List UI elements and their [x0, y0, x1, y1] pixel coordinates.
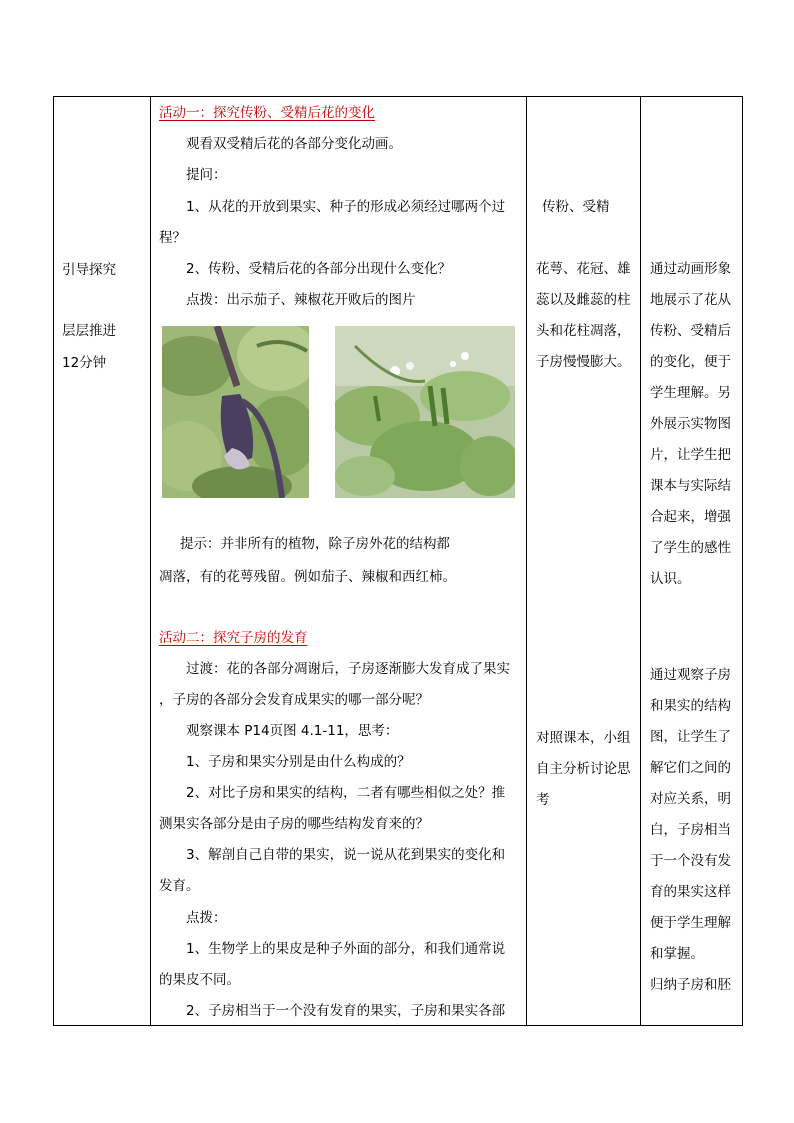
design-intent-line: 课本与实际结 — [650, 478, 731, 494]
pepper-flower-photo — [335, 326, 515, 498]
design-intent-line: 和果实的结构 — [650, 698, 731, 714]
activity-2-text: 的果皮不同。 — [159, 972, 240, 988]
activity-1-text: 提问： — [186, 167, 227, 183]
design-intent-line: 归纳子房和胚 — [650, 977, 731, 993]
activity-2-text: 2、对比子房和果实的结构，二者有哪些相似之处？推 — [186, 785, 506, 801]
design-intent-line: 外展示实物图 — [650, 416, 731, 432]
activity-2-text: 发育。 — [159, 878, 200, 894]
design-intent-line: 白，子房相当 — [650, 822, 731, 838]
design-intent-line: 合起来，增强 — [650, 509, 731, 525]
activity-2-text: 观察课本 P14页图 4.1-11，思考： — [186, 723, 399, 739]
column-divider-3 — [640, 97, 641, 1025]
design-intent-line: 对应关系，明 — [650, 791, 731, 807]
activity-2-text: 2、子房相当于一个没有发育的果实，子房和果实各部 — [186, 1003, 506, 1019]
activity-2-text: 测果实各部分是由子房的哪些结构发育来的？ — [159, 816, 429, 832]
lesson-table — [53, 96, 743, 1026]
design-intent-line: 的变化，便于 — [650, 354, 731, 370]
activity-2-title: 活动二：探究子房的发育 — [159, 630, 308, 646]
design-intent-line: 通过观察子房 — [650, 667, 731, 683]
design-intent-line: 和掌握。 — [650, 946, 704, 962]
stage-duration: 12分钟 — [62, 355, 107, 371]
design-intent-line: 于一个没有发 — [650, 853, 731, 869]
design-intent-line: 便于学生理解 — [650, 915, 731, 931]
activity-2-text: 3、解剖自己自带的果实，说一说从花到果实的变化和 — [186, 847, 506, 863]
design-intent-line: 通过动画形象 — [650, 261, 731, 277]
student-activity-2: 蕊以及雌蕊的柱 — [536, 292, 631, 308]
student-activity-2: 头和花柱凋落， — [536, 323, 631, 339]
design-intent-line: 认识。 — [650, 571, 691, 587]
design-intent-line: 传粉、受精后 — [650, 323, 731, 339]
design-intent-line: 地展示了花从 — [650, 292, 731, 308]
student-activity-2: 花萼、花冠、雄 — [536, 261, 631, 277]
activity-1-hint: 提示：并非所有的植物，除子房外花的结构都 — [180, 536, 450, 552]
activity-1-text: 程？ — [159, 230, 186, 246]
design-intent-line: 图，让学生了 — [650, 729, 731, 745]
student-activity-2: 子房慢慢膨大。 — [536, 354, 631, 370]
student-activity-1: 传粉、受精 — [542, 199, 610, 215]
activity-2-text: ，子房的各部分会发育成果实的哪一部分呢？ — [159, 692, 429, 708]
activity-2-text: 1、子房和果实分别是由什么构成的？ — [186, 754, 411, 770]
activity-1-text: 点拨：出示茄子、辣椒花开败后的图片 — [186, 292, 416, 308]
eggplant-flower-photo-graphic — [162, 326, 309, 498]
column-divider-1 — [150, 97, 151, 1025]
pepper-flower-photo-graphic — [335, 326, 515, 498]
student-activity-3: 自主分析讨论思 — [536, 761, 631, 777]
activity-2-text: 过渡：花的各部分凋谢后，子房逐渐膨大发育成了果实 — [186, 661, 510, 677]
student-activity-3: 对照课本，小组 — [536, 730, 631, 746]
stage-subtitle: 层层推进 — [62, 323, 116, 339]
activity-2-text: 点拨： — [186, 910, 227, 926]
student-activity-3: 考 — [536, 792, 550, 808]
design-intent-line: 解它们之间的 — [650, 760, 731, 776]
eggplant-flower-photo — [162, 326, 309, 498]
activity-1-hint: 凋落，有的花萼残留。例如茄子、辣椒和西红柿。 — [159, 569, 456, 585]
stage-label: 引导探究 — [62, 262, 116, 278]
design-intent-line: 了学生的感性 — [650, 540, 731, 556]
activity-1-title: 活动一：探究传粉、受精后花的变化 — [159, 105, 375, 121]
activity-1-text: 2、传粉、受精后花的各部分出现什么变化？ — [186, 261, 452, 277]
activity-2-text: 1、生物学上的果皮是种子外面的部分，和我们通常说 — [186, 941, 506, 957]
activity-1-text: 观看双受精后花的各部分变化动画。 — [186, 136, 402, 152]
design-intent-line: 学生理解。另 — [650, 385, 731, 401]
activity-1-text: 1、从花的开放到果实、种子的形成必须经过哪两个过 — [186, 199, 506, 215]
design-intent-line: 育的果实这样 — [650, 884, 731, 900]
design-intent-line: 片，让学生把 — [650, 447, 731, 463]
column-divider-2 — [526, 97, 527, 1025]
